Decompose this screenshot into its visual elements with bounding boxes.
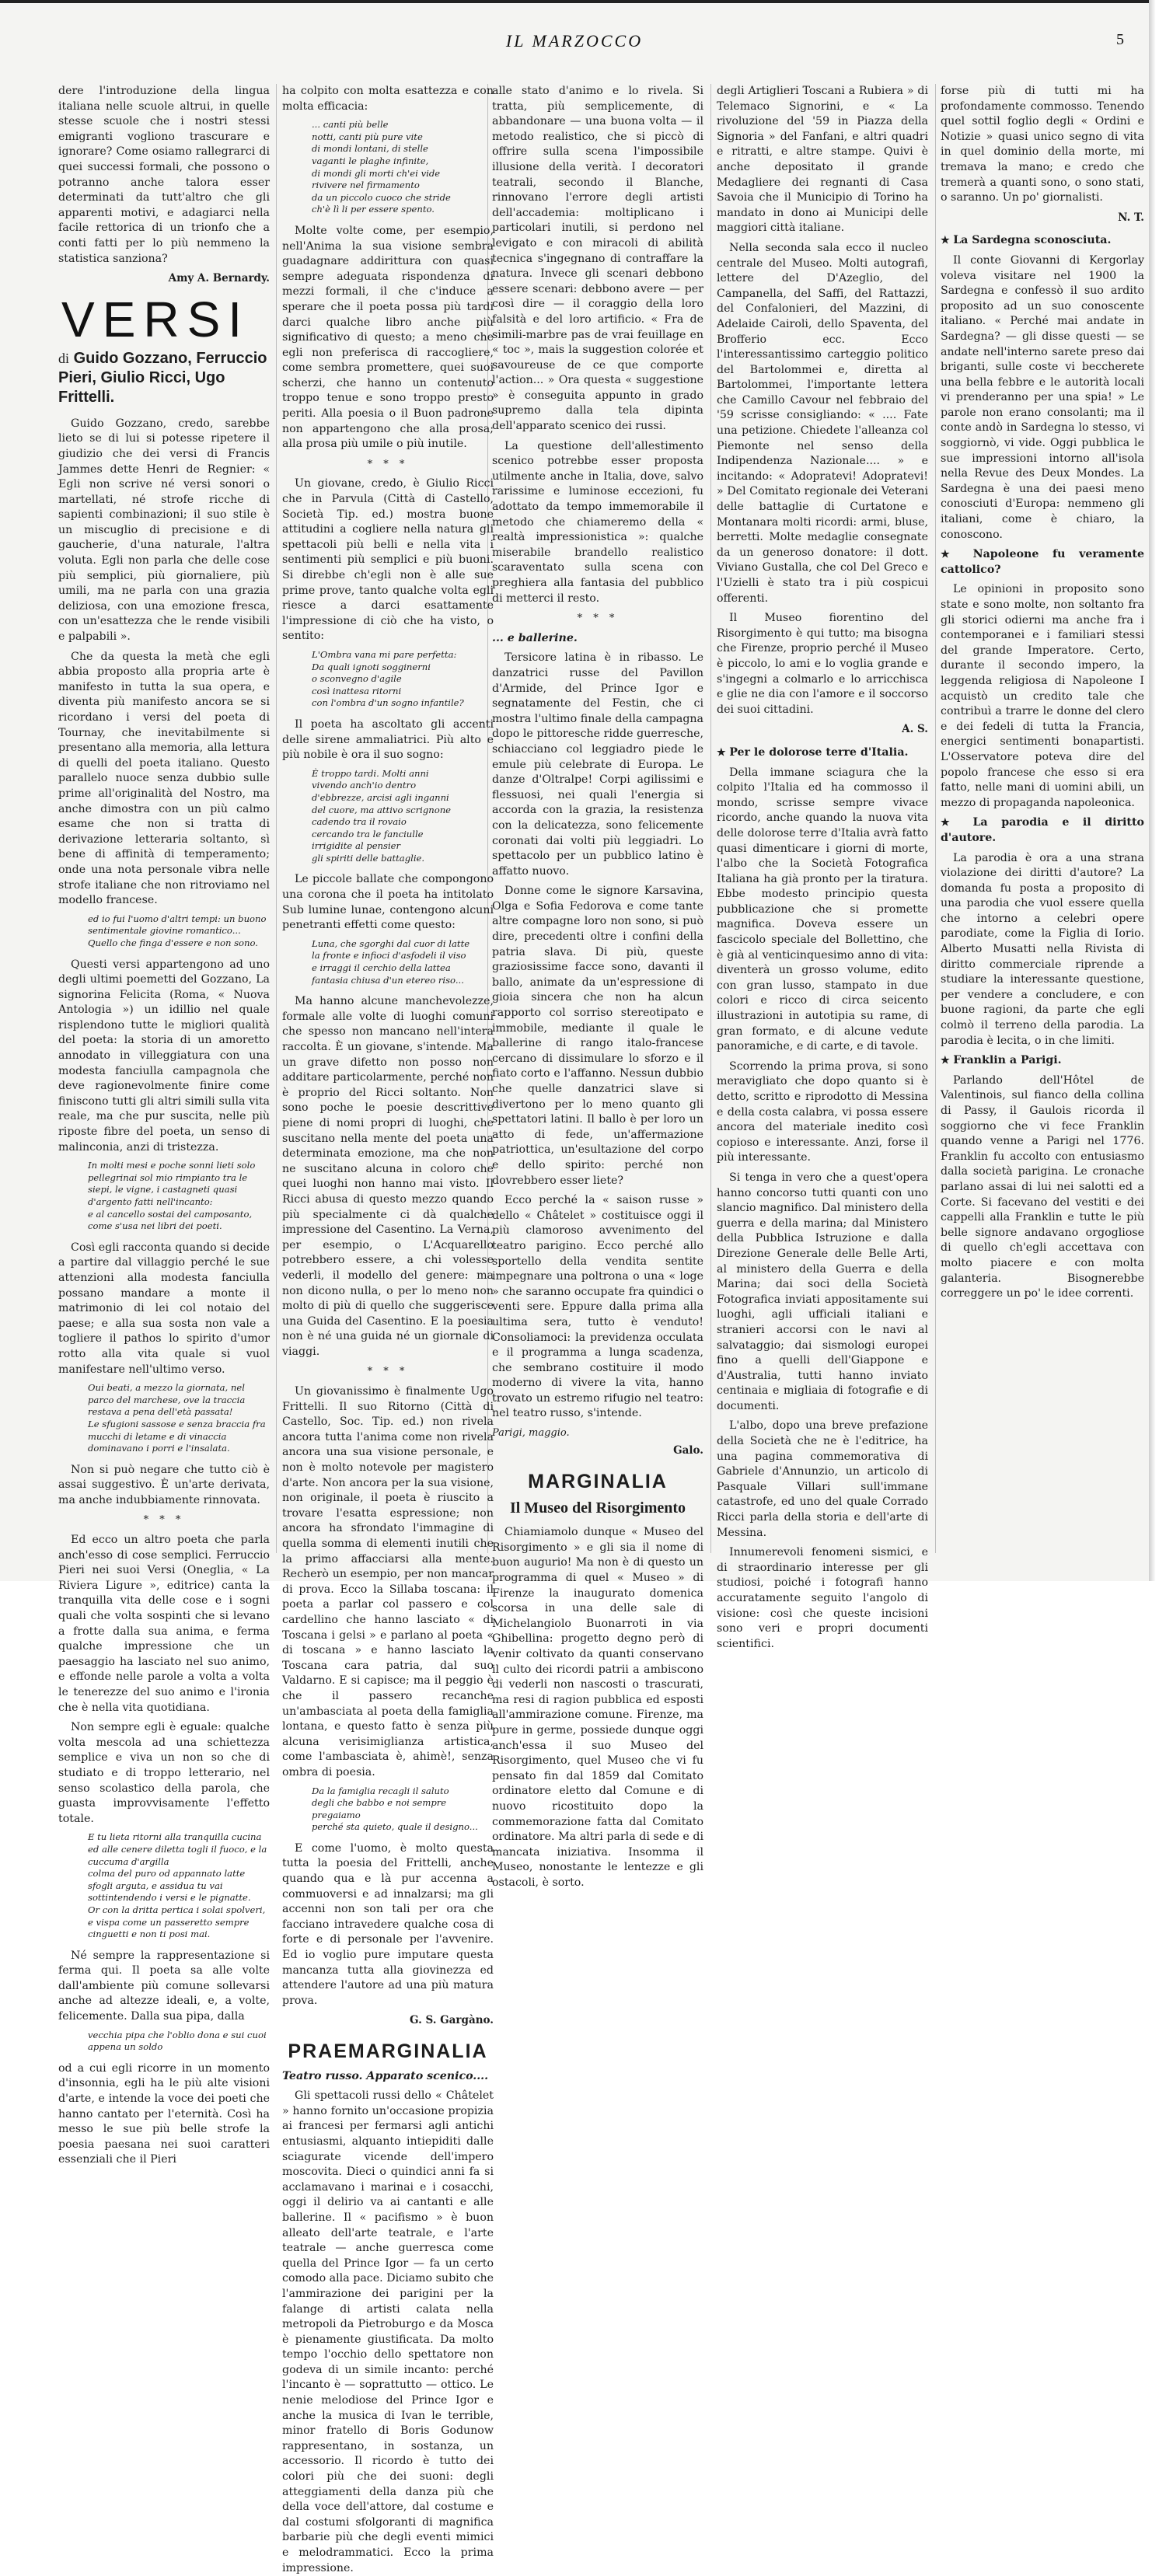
paragraph: Guido Gozzano, credo, sarebbe lieto se di lui si potesse ripetere il giudizio che dei versi di Francis Jammes dette Henri de Regnier: « Egli non scrive né versi sonori o martellati, né strofe ricche di sapienti combinazioni; il suo stile è un miscuglio di precisione e di gaucherie, d'una naturale, l'altra voluta. Egli non parla che delle cose più semplici, più giornaliere, più umili, ma ne parla con una grazia deliziosa, con una emozione fresca, con un'esattezza che le rende visibili e palpabili ». xyxy=(58,417,270,644)
note-title: La parodia e il diritto d'autore. xyxy=(941,816,1145,844)
star-icon: ★ xyxy=(941,817,973,829)
paragraph: Così egli racconta quando si decide a partire dal villaggio perché le sue attenzioni alla modesta fanciulla possano mandare a monte il matrimonio di lei col notaio del paese; e alla sua sosta non vale a togliere il pathos lo spirito d'umor rotto alla vita quale si vuol manifestare nell'ultimo verso. xyxy=(58,1241,270,1376)
note-heading xyxy=(941,233,1144,249)
note-heading xyxy=(941,1053,1144,1069)
verse-quote: E tu lieta ritorni alla tranquilla cucina ed alle cenere diletta togli il fuoco, e la cuccuma d'argilla colma del puro od appannato latte sfogli arguta, e assidua tu vai sottintendendo i versi e le pignatte. Or con la dritta pertica i solai spolveri, e vispa come un passeretto sempre cinguetti e non ti posi mai. xyxy=(88,1831,267,1940)
paragraph: Ecco perché la « saison russe » dello « Châtelet » costituisce oggi il più clamoroso avvenimento del teatro parigino. Ecco perché allo sportello della vendita sentite impegnare una poltrona o una « loge » che saranno occupate fra quindici o venti sere. Eppure dalla prima alla ultima sera, tutto è venduto! Consoliamoci: la previdenza occulata e il programma a lunga scadenza, che sembrano costituire il modo moderno di vivere la vita, hanno trovato un estremo rifugio nel teatro: nel teatro russo, s'intende. xyxy=(492,1194,703,1420)
paragraph: Il poeta ha ascoltato gli accenti delle sirene ammaliatrici. Più alto e più nobile è ora il suo sogno: xyxy=(282,717,494,762)
paragraph: Né sempre la rappresentazione si ferma qui. Il poeta sa alle volte dall'ambiente più comune sollevarsi anche ad altezze ideali, e, a volte, felicemente. Dalla sua pipa, dalla xyxy=(58,1949,270,2023)
paragraph: dere l'introduzione della lingua italiana nelle scuole altrui, in quelle stesse scuole che i nostri stessi emigranti vogliono trascurare e ignorare? Come osiamo rallegrarci di quei successi formali, che possono o potranno anche talora esser determinati da tutt'altro che gli apparenti motivi, e adagiarci nella facile rettorica di un trionfo che a conti fatti per lo più nemmeno la statistica sanziona? xyxy=(58,85,270,265)
verse-quote: ed io fui l'uomo d'altri tempi: un buono sentimentale giovine romantico... Quello che finga d'essere e non sono. xyxy=(88,913,267,948)
top-rule xyxy=(0,0,1149,3)
verse-quote: vecchia pipa che l'oblio dona e sui cuoi appena un soldo xyxy=(88,2029,267,2053)
author-signature: N. T. xyxy=(1118,211,1144,224)
note-title: Per le dolorose terre d'Italia. xyxy=(729,745,909,759)
column-5 xyxy=(941,84,1144,1565)
star-icon: ★ xyxy=(941,235,954,247)
paragraph: E come l'uomo, è molto questa tutta la poesia del Frittelli, anche quando qua e là pur accenna a commuoversi e ad innalzarsi; ma gli accenni non son tali per ora che facciano intravedere qualche cosa di forte e di personale per l'avvenire. Ed io voglio pure imputare questa mancanza tutta alla giovinezza ed attendere l'autore ad una più matura prova. xyxy=(282,1841,494,2007)
section-banner: PRAEMARGINALIA xyxy=(288,2040,488,2062)
byline-authors: Guido Gozzano, Ferruccio Pieri, Giulio Ricci, Ugo Frittelli. xyxy=(58,349,267,406)
subsection-heading: Teatro russo. Apparato scenico.... xyxy=(282,2069,489,2082)
verse-quote: ... canti più belle notti, canti più pure vite di mondi lontani, di stelle vaganti le plaghe infinite, di mondi gli morti ch'ei vide rivivere nel firmamento da un piccolo cuoco che stride ch'è lì li per essere spento. xyxy=(312,119,451,215)
section-banner: MARGINALIA xyxy=(528,1470,668,1492)
paragraph: Non si può negare che tutto ciò è assai suggestivo. È un'arte derivata, ma anche indubbiamente rinnovata. xyxy=(58,1463,270,1506)
paragraph: La questione dell'allestimento scenico potrebbe esser proposta utilmente anche in Italia, dove, salvo rarissime e luminose eccezioni, fu adottato da tempo immemorabile il metodo che chiameremo della « realtà impressionistica »: qualche miserabile brandello realistico scaraventato sulla scena con preghiera alla fantasia del pubblico di metterci il resto. xyxy=(492,439,703,605)
paragraph: Ma hanno alcune manchevolezze, formale alle volte di luoghi comuni che spesso non mancano nell'intera raccolta. È un giovane, s'intende. Ma un grave difetto non posso non additare particolarmente, perché non è proprio del Ricci soltanto. Non sono poche le poesie descrittive piene di nomi propri di luoghi, che suscitano nella mente del poeta una determinata emozione, ma che non ne suscitano alcuna in coloro che quei luoghi non hanno mai visto. Il Ricci abusa di questo mezzo quando più specialmente ci dà qualche impressione del Casentino. La Verna, per esempio, o L'Acquarello potrebbero essere, a chi volesse vederli, il modello del genere: ma non dicono nulla, o per lo meno non molto di più di quello che suggerisce una Guida del Casentino. E la poesia non è né una guida né un giornale di viaggi. xyxy=(282,995,494,1358)
verse-quote: È troppo tardi. Molti anni vivendo anch'io dentro d'ebbrezze, arcisi agli inganni del cuore, ma attivo scrignone cadendo tra il rovaio cercando tra le fanciulle irrigidite al pensier gli spiriti delle battaglie. xyxy=(312,767,452,864)
author-signature: Amy A. Bernardy. xyxy=(168,272,270,285)
author-signature: G. S. Gargàno. xyxy=(410,2014,494,2027)
paragraph: degli Artiglieri Toscani a Rubiera » di Telemaco Signorini, e « La rivoluzione del '59 in Piazza della Signoria » del Fanfani, e altri quadri e ritratti, e altre stampe. Quivi è anche depositato il grande Medagliere dei regnanti di Casa Savoia che il Municipio di Torino ha mandato in dono ai Municipi delle maggiori città italiane. xyxy=(717,85,928,235)
paragraph: Questi versi appartengono ad uno degli ultimi poemetti del Gozzano, La signorina Felicita (Roma, « Nuova Antologia ») un idillio nel quale risplendono tutte le migliori qualità del poeta: la storia di un amoretto annodato in villeggiatura con una modesta fanciulla campagnola che deve ragionevolmente finire come finiscono tutti gli altri simili sulla vita reale, ma che pur suscita, nelle più riposte fibre del poeta, un senso di malinconia, anzi di tristezza. xyxy=(58,958,270,1154)
paragraph: Nella seconda sala ecco il nucleo centrale del Museo. Molti autografi, lettere del D'Azeglio, del Campanella, del Saffi, del Rattazzi, del Confalonieri, del Mazzini, di Adelaide Cairoli, dello Spaventa, del Brofferio ecc. Ecco l'interessantissimo carteggio politico del Bartolommei e, diretta al Bartolommei, l'importante lettera che Camillo Cavour nel febbraio del '59 scrisse consigliando: « .... Fate una petizione. Chiedete l'alleanza col Piemonte nel senso della Indipendenza Nazionale.... » e incitando: « Adopratevi! Adopratevi! » Del Comitato regionale dei Veterani delle battaglie di Curtatone e Montanara molti ricordi: armi, bluse, berretti. Molte medaglie consegnate da un generoso donatore: il dott. Viviano Gustalla, che col Del Greco e l'Uzielli è stato tra i più cospicui offerenti. xyxy=(717,241,928,605)
paragraph: Un giovane, credo, è Giulio Ricci che in Parvula (Città di Castello, Società Tip. ed.) mostra buone attitudini a cogliere nella natura gli spettacoli più belli e nella vita i sentimenti più semplici e più buoni. Si direbbe ch'egli non è alle sue prime prove, tanto qualche volta egli riesce a darci esattamente l'impressione di ciò che ha visto, o sentito: xyxy=(282,477,494,643)
paragraph: Le piccole ballate che compongono una corona che il poeta ha intitolato Sub lumine lunae, contengono alcuni penetranti effetti come questo: xyxy=(282,873,494,932)
star-icon: ★ xyxy=(941,549,973,561)
verse-quote: L'Ombra vana mi pare perfetta: Da quali ignoti sogginerni o sconvegno d'agile così inattesa ritorni con l'ombra d'un sogno infantile? xyxy=(312,648,464,709)
author-signature: A. S. xyxy=(902,723,928,736)
column-divider xyxy=(710,84,711,1553)
column-4 xyxy=(717,84,928,1650)
paragraph: ha colpito con molta esattezza e con molta efficacia: xyxy=(282,85,494,113)
note-title: La Sardegna sconosciuta. xyxy=(953,234,1112,247)
section-stars: * * * xyxy=(143,1514,185,1527)
note-title: Franklin a Parigi. xyxy=(953,1054,1062,1067)
paragraph: Tersicore latina è in ribasso. Le danzatrici russe del Pavillon d'Armide, del Prince Igor e segnatamente del Festin, che ci mostra l'ultimo finale della campagna dopo le pittoresche ridde guerresche, schiacciano col leggiadro piede le emule più celebrate di Europa. Le danze d'Oltralpe! Corpi agilissimi e flessuosi, nei quali l'energia si accorda con la grazia, la resistenza con la delicatezza, sono felicemente coronati dai volti più leggiadri. Lo spettacolo per un pubblico latino è affatto nuovo. xyxy=(492,651,703,878)
paragraph: alle stato d'animo e lo rivela. Si tratta, più semplicemente, di abbandonare — una buona volta — il metodo realistico, che si piccò di offrire sulla scena l'impossibile illusione della verità. I decoratori teatrali, secondo il Blanche, rinnovano l'errore degli artisti dell'accademia: moltiplicano i particolari inutili, si perdono nel levigato e con miracoli di abilità tecnica s'ingegnano di contraffare la natura. Invece gli scenari debbono essere scenari: debbono avere — per così dire — il coraggio della loro falsità e del loro artificio. « Fra de simili-marbre pas de vrai feuillage en « toc », mais la suggestion colorée et savoureuse de ce que comporte l'action... » Ora questa « suggestione » è conseguita appunto in grado supremo dalla tela dipinta dell'apparato scenico dei russi. xyxy=(492,85,703,433)
paragraph: Ed ecco un altro poeta che parla anch'esso di cose semplici. Ferruccio Pieri nei suoi Versi (Oneglia, « La Riviera Ligure », editrice) canta la tranquilla vita delle cose e i sogni quali che volta sospinti che si levano a frotte dalla sua anima, e ferma qualche impressione che un paesaggio ha lasciato nel suo animo, e effonde nelle parole a volta a volta le tenerezze del suo animo e l'ironia che è nella vita quotidiana. xyxy=(58,1534,270,1714)
paragraph: Il Museo fiorentino del Risorgimento è qui tutto; ma bisogna che Firenze, proprio perché il Museo è piccolo, lo ami e lo voglia grande e s'ingegni a colmarlo e lo arricchisca e glie ne dia con l'amore e il soccorso dei suoi cittadini. xyxy=(717,612,928,716)
article-byline xyxy=(58,349,270,407)
section-stars: * * * xyxy=(367,1366,409,1378)
paragraph: Innumerevoli fenomeni sismici, e di straordinario interesse per gli studiosi, poiché i fotografi hanno accuratamente seguito l'angolo di visione: così che queste incisioni sono veri e propri documenti scientifici. xyxy=(717,1546,928,1650)
subsection-heading: ... e ballerine. xyxy=(492,631,578,644)
star-icon: ★ xyxy=(941,1055,954,1067)
column-3 xyxy=(492,84,703,1889)
running-head: IL MARZOCCO xyxy=(505,31,644,51)
paragraph: Gli spettacoli russi dello « Châtelet » hanno fornito un'occasione propizia ai francesi per fermarsi agli antichi entusiasmi, alquanto intiepiditi dalle sciagurate vicende dell'impero moscovita. Dieci o quindici anni fa si acclamavano i marinai e i cosacchi, oggi il delirio va ai cantanti e alle ballerine. Il « pacifismo » è buon alleato dell'arte teatrale, e l'arte teatrale — anche guerresca come quella del Prince Igor — fa un certo comodo alla pace. Diciamo subito che l'ammirazione dei parigini per la falange di artisti calata nella metropoli da Pietroburgo e da Mosca è pienamente giustificata. Da molto tempo l'occhio dello spettatore non godeva di un simile incanto: perché l'incanto è — soprattutto — ottico. Le nenie melodiose del Prince Igor e anche la musica di Ivan le terrible, minor fratello di Boris Godunow rappresentano, in sostanza, un accessorio. Il ricordo è tutto dei colori più che dei suoni: degli atteggiamenti della danza più che della voce dell'attore, dal costume e dal costumi sfolgoranti di magnifica barbarie più che degli eventi mimici e melodrammatici. Ecco la prima impressione. xyxy=(282,2089,494,2574)
section-stars: * * * xyxy=(577,613,619,625)
paragraph: Donne come le signore Karsavina, Olga e Sofia Fedorova e come tante altre compagne loro non sono, si può dire, precedenti oltre i confini della patria slava. Di più, queste graziosissime facce sono, davanti il ballo, animate da un'espressione di gioia sincera che non ha alcun rapporto col sorriso stereotipato e immobile, mediante il quale le ballerine di rango italo-francese cercano di dissimulare lo sforzo e il fiato corto e l'affanno. Nessun dubbio che quelle danzatrici slave si divertono per lo meno quanto gli spettatori latini. Il ballo è per loro un atto di fede, un'affermazione patriottica, un'esultazione del corpo e dello spirito: perché non dovrebbero esser liete? xyxy=(492,885,703,1187)
verse-quote: Da la famiglia recagli il saluto degli che babbo e noi sempre pregaiamo perché sta quieto, quale il designo... xyxy=(312,1785,478,1833)
byline-prefix: di xyxy=(58,350,70,366)
paragraph: L'albo, dopo una breve prefazione della Società che ne è l'editrice, ha una pagina commemorativa di Gabriele d'Annunzio, un articolo di Pasquale Villari sull'immane catastrofe, ed uno del quale Corrado Ricci parla della storia e dell'arte di Messina. xyxy=(717,1419,928,1539)
article-title: VERSI xyxy=(61,291,250,347)
verse-quote: Oui beati, a mezzo la giornata, nel parco del marchese, ove la traccia restava a pena dell'età passata! Le sfugioni sassose e senza braccia fra mucchi di letame e di vinaccia dominavano i porri e l'insalata. xyxy=(88,1382,266,1454)
paragraph: Della immane sciagura che la colpito l'Italia ed ha commosso il mondo, scrisse sempre vivace ricordo, anche quando la nuova vita delle dolorose terre d'Italia avrà fatto quasi dimenticare i giorni di morte, l'albo che la Società Fotografica Italiana ha già pronto per la tiratura. Ebbe modesto principio questa pubblicazione che si promette magnifica. Doveva essere un fascicolo speciale del Bollettino, che è già al venticinquesimo anno di vita: diventerà un grosso volume, edito con gran lusso, stampato in due colori e ricco di circa seicento illustrazioni in autotipia su rame, di gran formato, e di alcune vedute panoramiche, e di carte, e di tavole. xyxy=(717,766,928,1053)
note-heading xyxy=(941,815,1144,846)
paragraph: Non sempre egli è eguale: qualche volta mescola ad una schiettezza semplice e viva un non so che di studiato e di troppo letterario, nel senso scolastico della parola, che guasta improvvisamente l'effetto totale. xyxy=(58,1721,270,1825)
note-title: Napoleone fu veramente cattolico? xyxy=(941,548,1144,576)
column-divider xyxy=(276,84,277,1553)
verse-quote: Luna, che sgorghi dal cuor di latte la fronte e infioci d'asfodeli il viso e irraggi il cerchio della lattea fantasia chiusa d'un etereo riso... xyxy=(312,937,470,986)
article-title: Il Museo del Risorgimento xyxy=(509,1499,686,1517)
paragraph: Il conte Giovanni di Kergorlay voleva visitare nel 1900 la Sardegna e confessò il suo ardito proposito ad un suo conoscente italiano. « Perché mai andate in Sardegna? — gli disse questi — se andate nell'interno sarete preso dai briganti, sulle coste vi beccherete una bella febbre e le autorità locali vi prenderanno per una spia! » Le parole non erano consolanti; ma il conte andò in Sardegna lo stesso, vi soggiornò, vi vide. Oggi pubblica le sue impressioni intorno all'isola nella Revue des Deux Mondes. La Sardegna è una dei paesi meno conosciuti d'Europa: nemmeno gli italiani, come è chiaro, la conoscono. xyxy=(941,253,1144,541)
paragraph: Parlando dell'Hôtel de Valentinois, sul fianco della collina di Passy, il Gaulois ricorda il soggiorno che vi fece Franklin quando venne a Parigi nel 1776. Franklin fu accolto con entusiasmo dalla società parigina. Le cronache parlano assai di lui nei salotti ed a Corte. Si facevano del vestiti e dei cappelli alla Franklin e tutte le più belle signore andavano orgogliose di quello ch'egli accettava con molto piacere e con molta galanteria. Bisognerebbe correggere un po' le idee correnti. xyxy=(941,1073,1144,1300)
paragraph: Che da questa la metà che egli abbia proposto alla propria arte è manifesto in tutta la sua opera, e diventa più manifesto ancora se si ricordano i versi del poeta di Tournay, che inevitabilmente si presentano alla memoria, alla lettura di quelli del poeta italiano. Questo parallelo nuoce senza dubbio sulle prime all'originalità del Nostro, ma anche dimostra con un più calmo esame che non si tratta di derivazione letteraria soltanto, sì bene di affinità di temperamento; onde una nota personale vibra nelle strofe italiane che non ritroviamo nel modello francese. xyxy=(58,650,270,907)
page-number: 5 xyxy=(1116,31,1124,48)
paragraph: Chiamiamolo dunque « Museo del Risorgimento » e gli sia il nome di buon augurio! Ma non è di questo un programma di quel « Museo » di Firenze la inaugurato domenica scorsa in una delle sale di Michelangiolo Buonarroti in via Ghibellina: progetto degno però di venir coltivato da quanti conservano il culto dei ricordi patrii a ambiscono di vederli non nascosti o trascurati, ma resi di ragion pubblica ed esposti all'ammirazione comune. Firenze, ma pure in germe, possiede dunque oggi anch'essa il suo Museo del Risorgimento, quel Museo che vi fu pensato fin dal 1859 dal Comitato ordinatore eletto dal Comune e di nuovo ricostituito dopo la commemorazione fatta dal Comitato ordinatore. Ma altri parla di sede e di mancata iniziativa. Insomma il Museo, nonostante le lentezze e gli ostacoli, è sorto. xyxy=(492,1526,703,1889)
paragraph: Un giovanissimo è finalmente Ugo Frittelli. Il suo Ritorno (Città di Castello, Soc. Tip. ed.) non rivela ancora tutta l'anima come non rivela ancora una sua visione personale, e non è molto notevole per magistero d'arte. Non ancora per la sua visione, non originale, il poeta è riuscito a trovare l'esatta espressione; non ancora ha sfrondato l'immagine di quella somma di elementi inutili che la primo affacciarsi alla mente. Recherò un esempio, per non mancar di prova. Ecco la Sillaba toscana: il poeta a parlar col passero e col cardellino che hanno lasciato « di Toscana i gelsi » e parlano al poeta « di toscana » e hanno lasciato la Toscana cara patria, dal suo Valdarno. E si capisce; ma il peggio è che il passero recanche un'ambasciata al poeta della famiglia lontana, e questo fatto è senza più alcuna verisimiglianza artistica, come l'ambasciata è, ahimè!, senza ombra di poesia. xyxy=(282,1385,494,1778)
column-1 xyxy=(58,84,270,2166)
author-signature: Galo. xyxy=(673,1444,703,1457)
verse-quote: In molti mesi e poche sonni lieti solo pellegrinai sol mio rimpianto tra le siepi, le vigne, i castagneti quasi d'argento fatti nell'incanto: e al cancello sostai del camposanto, come s'usa nei libri dei poeti. xyxy=(88,1160,256,1232)
paragraph: Scorrendo la prima prova, si sono meravigliato che dopo quanto si è detto, scritto e riprodotto di Messina e della costa calabra, vi possa essere ancora del materiale inedito così copioso e interessante. Anzi, forse il più interessante. xyxy=(717,1059,928,1164)
note-heading xyxy=(717,745,928,761)
paragraph: La parodia è ora a una strana violazione dei diritti d'autore? La domanda fu posta a proposito di una parodia che vuol essere quella che intorno a celebri opere parodiate, come la Figlia di Iorio. Alberto Musatti nella Rivista di diritto commerciale riprende a studiare la interessante questione, per vendere a concludere, e con buone ragioni, da parte che egli colmò il terreno della parodia. La parodia è lecita, o in che limiti. xyxy=(941,851,1144,1047)
column-divider xyxy=(935,84,936,1553)
paragraph: Si tenga in vero che a quest'opera hanno concorso tutti quanti con uno slancio magnifico. Dal ministero della guerra e della marina; dal Ministero della Pubblica Istruzione e dalla Direzione Generale delle Belle Arti, al ministero della Guerra e della Marina; dai soci della Società Fotografica inviati appositamente sui luoghi, agli ufficiali italiani e stranieri accorsi con le navi al salvataggio; dai sismologi europei fino a quelli dell'Giappone e d'Australia, tutti hanno inviato centinaia e migliaia di fotografie e di documenti. xyxy=(717,1171,928,1412)
note-heading xyxy=(941,547,1144,578)
paragraph: od a cui egli ricorre in un momento d'insonnia, egli ha le più alte visioni d'arte, e intende la voce dei poeti che hanno cantato per l'eternità. Così ha messo le sue più belle strofe la poesia paesana nei suoi caratteri essenziali che il Pieri xyxy=(58,2061,270,2166)
star-icon: ★ xyxy=(717,746,730,759)
paragraph: Le opinioni in proposito sono state e sono molte, non soltanto fra gli storici odierni ma anche fra i contemporanei e i familiari stessi del grande Imperatore. Certo, durante il secondo impero, la leggenda religiosa di Napoleone I acquistò un credito tale che contribuì a trarre le donne del clero e dei fedeli di tutta la Francia, energici sentimenti bonapartisti. L'Osservatore poteva dire del popolo francese che esso si era fatto, nelle mani di uomini abili, un mezzo di propaganda napoleonica. xyxy=(941,583,1144,809)
dateline: Parigi, maggio. xyxy=(492,1427,570,1440)
page-edge-shadow xyxy=(1149,0,1166,1581)
paragraph: Molte volte come, per esempio, nell'Anima la sua visione sembra guadagnare addirittura con quasi sempre adeguata rispondenza di mezzi formali, il che c'induce a sperare che il poeta possa più tardi darci qualche libro anche più significativo di questo; a meno che egli non preferisca di raccogliere, come sembra promettere, quei suoi scherzi, che hanno un contenuto troppo tenue e sono troppo presto periti. Alla poesia o il Buon padrone non appartengono che alla prosa; alla prosa più umile o più inutile. xyxy=(282,224,494,451)
section-stars: * * * xyxy=(367,458,409,470)
paragraph: forse più di tutti mi ha profondamente commosso. Tenendo quel sottil foglio degli « Ordini e Notizie » quasi unico segno di vita in quel dominio della morte, mi tremava la mano; e credo che tremerà a quanti sono, o sono stati, o saranno. Un po' giornalisti. xyxy=(941,85,1144,204)
column-2 xyxy=(282,84,494,2574)
